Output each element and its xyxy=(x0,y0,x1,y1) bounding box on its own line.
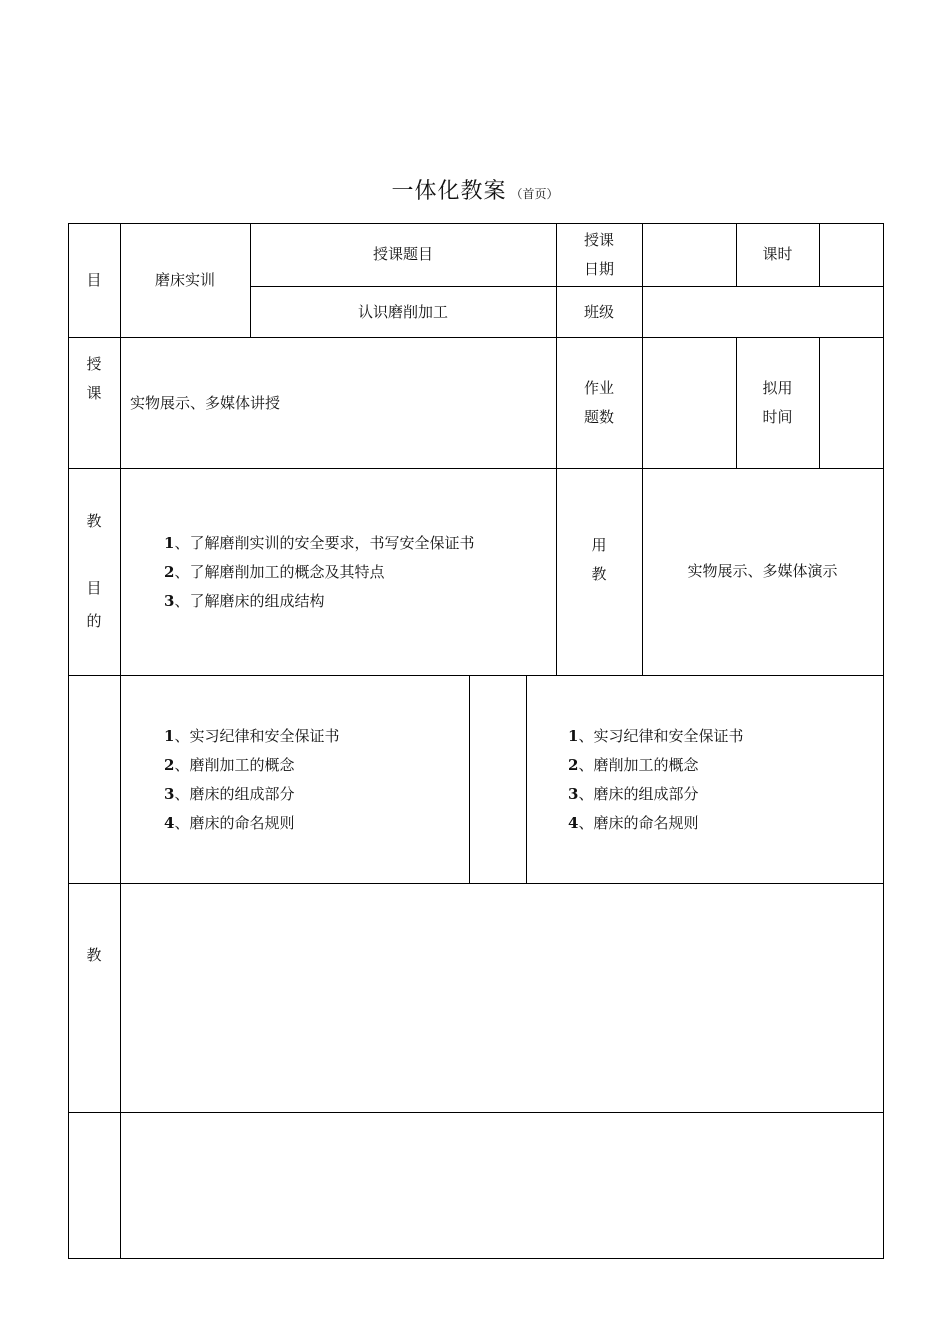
row3-left-label-2: 目 xyxy=(86,579,102,597)
list-item xyxy=(164,558,474,587)
border-right xyxy=(883,223,884,1259)
homework-label-1: 作业 xyxy=(583,378,614,397)
teaching-aid-value: 实物展示、多媒体演示 xyxy=(687,562,838,580)
homework-label xyxy=(556,337,642,468)
class-label: 班级 xyxy=(583,302,614,321)
homework-value[interactable] xyxy=(642,337,736,468)
item-number: 2 xyxy=(164,756,175,774)
row3-left-label-1: 教 xyxy=(86,512,102,530)
goal-text: 、了解磨床的组成结构 xyxy=(174,592,325,610)
item-number: 1 xyxy=(164,727,175,745)
goal-number: 3 xyxy=(164,592,175,610)
teaching-goals-list xyxy=(164,529,474,616)
item-text: 、磨床的组成部分 xyxy=(578,785,699,803)
course-name: 磨床实训 xyxy=(154,270,215,289)
item-text: 、磨床的命名规则 xyxy=(174,814,295,832)
date-label-line2: 日期 xyxy=(583,259,614,278)
teaching-content-area[interactable] xyxy=(121,884,883,1112)
list-item xyxy=(164,587,474,616)
hours-label: 课时 xyxy=(762,245,793,263)
border-bottom xyxy=(68,1258,884,1259)
topic-value: 认识磨削加工 xyxy=(357,302,448,321)
date-value[interactable] xyxy=(642,223,736,286)
planned-time-value[interactable] xyxy=(819,337,883,468)
item-number: 4 xyxy=(164,814,175,832)
row3-left-label-3: 的 xyxy=(86,612,102,630)
hours-value[interactable] xyxy=(819,223,883,286)
item-text: 、实习纪律和安全保证书 xyxy=(578,727,744,745)
date-label xyxy=(556,223,642,286)
teaching-aid-label xyxy=(556,531,642,589)
list-item xyxy=(164,809,339,838)
item-number: 4 xyxy=(568,814,579,832)
item-text: 、实习纪律和安全保证书 xyxy=(174,727,340,745)
goal-text: 、了解磨削实训的安全要求，书写安全保证书 xyxy=(174,534,475,552)
list-item xyxy=(568,751,743,780)
row2-left-label xyxy=(68,350,120,408)
list-item xyxy=(568,809,743,838)
document-title xyxy=(0,174,950,205)
difficult-points-list xyxy=(568,722,743,838)
item-number: 1 xyxy=(568,727,579,745)
list-item xyxy=(568,780,743,809)
planned-time-label-1: 拟用 xyxy=(762,378,793,397)
r4-v2 xyxy=(526,675,527,883)
row2-left-label-1: 授 xyxy=(86,355,102,373)
row5-left-label: 教 xyxy=(86,946,102,964)
date-label-line1: 授课 xyxy=(583,230,614,249)
item-number: 2 xyxy=(568,756,579,774)
title-sub: （首页） xyxy=(510,187,559,201)
class-value[interactable] xyxy=(642,287,883,337)
list-item xyxy=(164,722,339,751)
title-main: 一体化教案 xyxy=(391,179,507,204)
list-item xyxy=(568,722,743,751)
item-number: 3 xyxy=(568,785,579,803)
teaching-method: 实物展示、多媒体讲授 xyxy=(130,394,281,412)
item-number: 3 xyxy=(164,785,175,803)
teaching-aid-label-1: 用 xyxy=(591,536,607,554)
item-text: 、磨削加工的概念 xyxy=(174,756,295,774)
list-item xyxy=(164,529,474,558)
lesson-plan-table xyxy=(68,223,884,1259)
goal-number: 2 xyxy=(164,563,175,581)
planned-time-label-2: 时间 xyxy=(762,407,793,426)
notes-area[interactable] xyxy=(121,1113,883,1258)
row-sep-3 xyxy=(68,675,884,676)
goal-number: 1 xyxy=(164,534,175,552)
topic-label: 授课题目 xyxy=(372,245,433,263)
planned-time-label xyxy=(736,337,819,468)
r4-v1 xyxy=(469,675,470,883)
list-item xyxy=(164,780,339,809)
item-text: 、磨床的命名规则 xyxy=(578,814,699,832)
item-text: 、磨削加工的概念 xyxy=(578,756,699,774)
row1-left-label: 目 xyxy=(86,270,102,289)
list-item xyxy=(164,751,339,780)
item-text: 、磨床的组成部分 xyxy=(174,785,295,803)
row2-left-label-2: 课 xyxy=(86,384,102,402)
key-points-list xyxy=(164,722,339,838)
homework-label-2: 题数 xyxy=(583,407,614,426)
goal-text: 、了解磨削加工的概念及其特点 xyxy=(174,563,385,581)
teaching-aid-label-2: 教 xyxy=(591,565,607,583)
